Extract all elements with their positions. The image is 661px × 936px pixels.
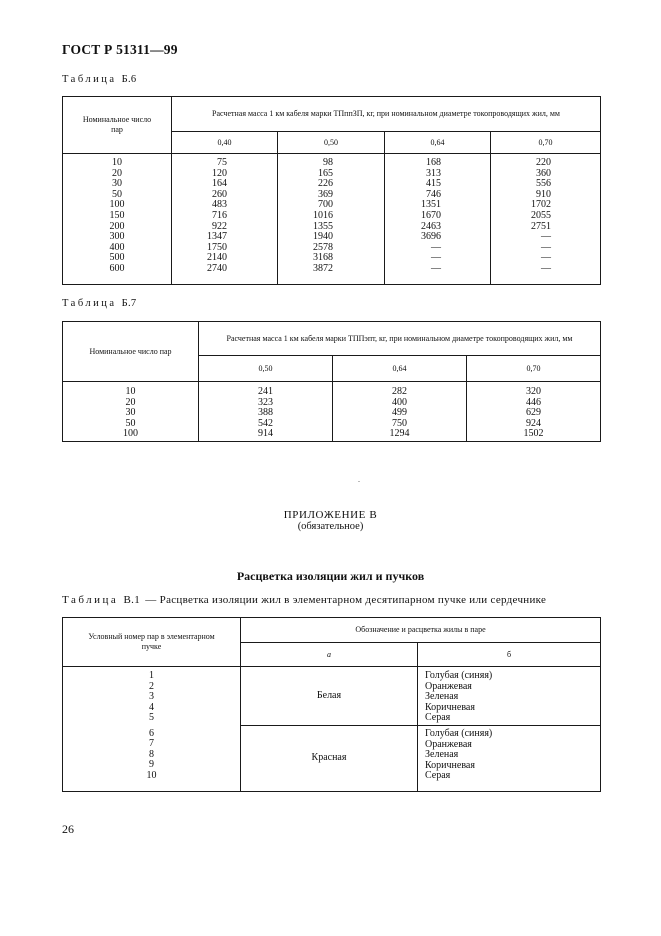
table-cell: 499 xyxy=(392,407,407,419)
table-cell: 700 xyxy=(318,199,333,211)
table-cell: 220 xyxy=(536,157,551,168)
table-cell: 30 xyxy=(112,178,122,190)
table-cell: 750 xyxy=(392,417,407,429)
table-cell: 100 xyxy=(109,199,125,211)
table-b6-diam-header: 0,70 xyxy=(491,132,601,154)
table-cell: 716 xyxy=(212,209,227,221)
table-b7-body xyxy=(63,382,601,442)
table-cell: 600 xyxy=(109,262,125,274)
caption-number: Б.7 xyxy=(121,298,137,309)
table-b6-diam-header: 0,64 xyxy=(385,132,491,154)
table-cell: 8 xyxy=(149,748,154,760)
table-cell: 4 xyxy=(149,701,154,713)
table-cell: 260 xyxy=(212,188,227,200)
table-cell: 200 xyxy=(109,220,125,232)
table-b7-caption xyxy=(62,298,136,309)
table-v1-nums xyxy=(63,667,241,726)
table-cell: 282 xyxy=(392,386,407,397)
table-cell: 542 xyxy=(258,417,273,429)
table-cell: Голубая (синяя) xyxy=(425,670,493,681)
table-cell: 10 xyxy=(125,386,136,397)
table-b6-d070-column xyxy=(491,154,601,285)
table-cell: 3872 xyxy=(313,262,333,274)
table-cell: 2463 xyxy=(421,220,441,232)
table-cell: 168 xyxy=(426,157,441,168)
table-cell: 1502 xyxy=(523,428,544,440)
table-b6 xyxy=(62,96,601,285)
table-cell: 924 xyxy=(526,417,541,429)
table-v1-group-header: Обозначение и расцветка жилы в паре xyxy=(241,618,601,643)
table-cell: 2140 xyxy=(207,252,227,264)
table-cell: 388 xyxy=(258,407,273,419)
table-cell: 2055 xyxy=(531,209,551,221)
table-cell: 1347 xyxy=(207,231,227,243)
table-cell: 446 xyxy=(526,396,541,408)
table-cell: 746 xyxy=(426,188,441,200)
table-cell: 30 xyxy=(125,407,136,419)
table-v1-group-row xyxy=(63,726,601,792)
table-cell: 483 xyxy=(212,199,227,211)
table-cell: Зеленая xyxy=(425,691,459,703)
table-cell: 165 xyxy=(318,167,333,179)
table-b7-d050-column xyxy=(199,382,333,442)
table-cell: 3696 xyxy=(421,231,441,243)
caption-label: Таблица xyxy=(62,74,117,85)
table-b6-pairs-column xyxy=(63,154,172,285)
table-cell: 1351 xyxy=(421,199,441,211)
table-cell: — xyxy=(541,231,551,243)
table-cell: 369 xyxy=(318,188,333,200)
table-cell: 6 xyxy=(149,727,154,739)
table-cell: 323 xyxy=(258,396,273,408)
table-cell: 7 xyxy=(149,738,154,750)
table-cell: 400 xyxy=(392,396,407,408)
caption-label: Таблица xyxy=(62,594,119,606)
table-cell: Коричневая xyxy=(425,759,475,771)
table-cell: 3 xyxy=(149,691,154,703)
table-cell: — xyxy=(541,262,551,274)
section-title: Расцветка изоляции жил и пучков xyxy=(236,569,425,583)
table-cell: 9 xyxy=(149,759,154,771)
table-b7-group-header: Расчетная масса 1 км кабеля марки ТППэпт, кг, при номинальном диаметре токопроводящих жил, мм xyxy=(199,322,601,356)
table-cell: Коричневая xyxy=(425,701,475,713)
table-cell: 313 xyxy=(426,167,441,179)
table-cell: 226 xyxy=(318,178,333,190)
table-v1-color-a: Красная xyxy=(241,726,418,792)
table-b7-col1-header: Номинальное число пар xyxy=(63,322,199,382)
table-v1 xyxy=(62,617,601,792)
table-b6-d050-column xyxy=(278,154,385,285)
table-b7 xyxy=(62,321,601,442)
table-cell: 1016 xyxy=(313,209,333,221)
document-header: ГОСТ Р 51311—99 xyxy=(62,42,178,57)
table-cell: 20 xyxy=(125,396,136,408)
table-v1-nums xyxy=(63,726,241,792)
table-cell: 914 xyxy=(258,428,273,440)
table-cell: 400 xyxy=(109,241,125,253)
caption-number: В.1 xyxy=(123,594,141,606)
table-b6-d040-column xyxy=(172,154,278,285)
table-cell: 2740 xyxy=(207,262,227,274)
table-cell: 1670 xyxy=(421,209,441,221)
table-cell: 98 xyxy=(323,157,333,168)
table-b7-d064-column xyxy=(333,382,467,442)
table-b6-diam-header: 0,50 xyxy=(278,132,385,154)
table-cell: 1294 xyxy=(389,428,410,440)
table-b6-group-header: Расчетная масса 1 км кабеля марки ТПппЗП, кг, при номинальном диаметре токопроводящих жил, мм xyxy=(172,97,601,132)
table-cell: 3168 xyxy=(313,252,333,264)
table-cell: 629 xyxy=(526,407,541,419)
table-b7-diam-header: 0,64 xyxy=(333,356,467,382)
table-cell: 360 xyxy=(536,167,551,179)
table-v1-col1-header: Условный номер пар в элементарном пучке xyxy=(63,618,241,667)
table-cell: 2751 xyxy=(531,220,551,232)
table-cell: 320 xyxy=(526,386,541,397)
table-cell: 5 xyxy=(149,712,154,724)
table-cell: 2578 xyxy=(313,241,333,253)
table-cell: 500 xyxy=(109,252,125,264)
appendix-title: ПРИЛОЖЕНИЕ В xyxy=(283,509,378,521)
table-cell: Оранжевая xyxy=(425,738,472,750)
table-cell: Зеленая xyxy=(425,749,459,761)
table-b7-pairs-column xyxy=(63,382,199,442)
table-cell: — xyxy=(431,262,441,274)
table-v1-caption xyxy=(62,594,546,606)
table-cell: 75 xyxy=(217,157,227,168)
table-b6-body xyxy=(63,154,601,285)
table-cell: Серая xyxy=(425,712,451,724)
table-v1-color-a: Белая xyxy=(241,667,418,726)
table-cell: 300 xyxy=(109,231,125,243)
table-cell: 10 xyxy=(112,157,122,168)
table-b7-diam-header: 0,70 xyxy=(467,356,601,382)
appendix-subtitle: (обязательное) xyxy=(297,521,364,532)
table-cell: 556 xyxy=(536,178,551,190)
table-b6-caption xyxy=(62,74,136,85)
table-cell: 415 xyxy=(426,178,441,190)
table-b7-diam-header: 0,50 xyxy=(199,356,333,382)
page-number: 26 xyxy=(62,822,74,836)
table-b6-d064-column xyxy=(385,154,491,285)
table-v1-colors-b xyxy=(418,667,601,726)
table-cell: 241 xyxy=(258,386,273,397)
table-cell: 50 xyxy=(112,188,122,200)
caption-label: Таблица xyxy=(62,298,117,309)
table-cell: — xyxy=(541,241,551,253)
table-v1-colors-b xyxy=(418,726,601,792)
table-cell: — xyxy=(541,252,551,264)
caption-text: — Расцветка изоляции жил в элементарном десятипарном пучке или сердечнике xyxy=(145,594,547,606)
table-b6-diam-header: 0,40 xyxy=(172,132,278,154)
table-cell: 910 xyxy=(536,188,551,200)
table-cell: 2 xyxy=(149,680,154,692)
table-cell: 20 xyxy=(112,167,122,179)
table-cell: 1940 xyxy=(313,231,333,243)
table-cell: 150 xyxy=(109,209,125,221)
table-cell: 100 xyxy=(123,428,138,440)
table-cell: Серая xyxy=(425,770,451,782)
table-cell: 1 xyxy=(149,670,154,681)
table-cell: Голубая (синяя) xyxy=(425,728,493,739)
scan-speck xyxy=(358,481,360,482)
table-v1-subheader-a: а xyxy=(241,643,418,667)
table-b7-d070-column xyxy=(467,382,601,442)
table-b6-col1-header: Номинальное число пар xyxy=(63,97,172,154)
table-cell: 10 xyxy=(146,769,157,781)
table-cell: 922 xyxy=(212,220,227,232)
table-cell: 1750 xyxy=(207,241,227,253)
table-cell: 50 xyxy=(125,417,136,429)
caption-number: Б.6 xyxy=(121,74,137,85)
table-v1-group-row xyxy=(63,667,601,726)
table-cell: Оранжевая xyxy=(425,680,472,692)
table-v1-subheader-b: б xyxy=(418,643,601,667)
table-cell: 1702 xyxy=(531,199,551,211)
table-cell: 164 xyxy=(212,178,227,190)
table-cell: 120 xyxy=(212,167,227,179)
table-cell: — xyxy=(431,241,441,253)
table-cell: — xyxy=(431,252,441,264)
table-cell: 1355 xyxy=(313,220,333,232)
